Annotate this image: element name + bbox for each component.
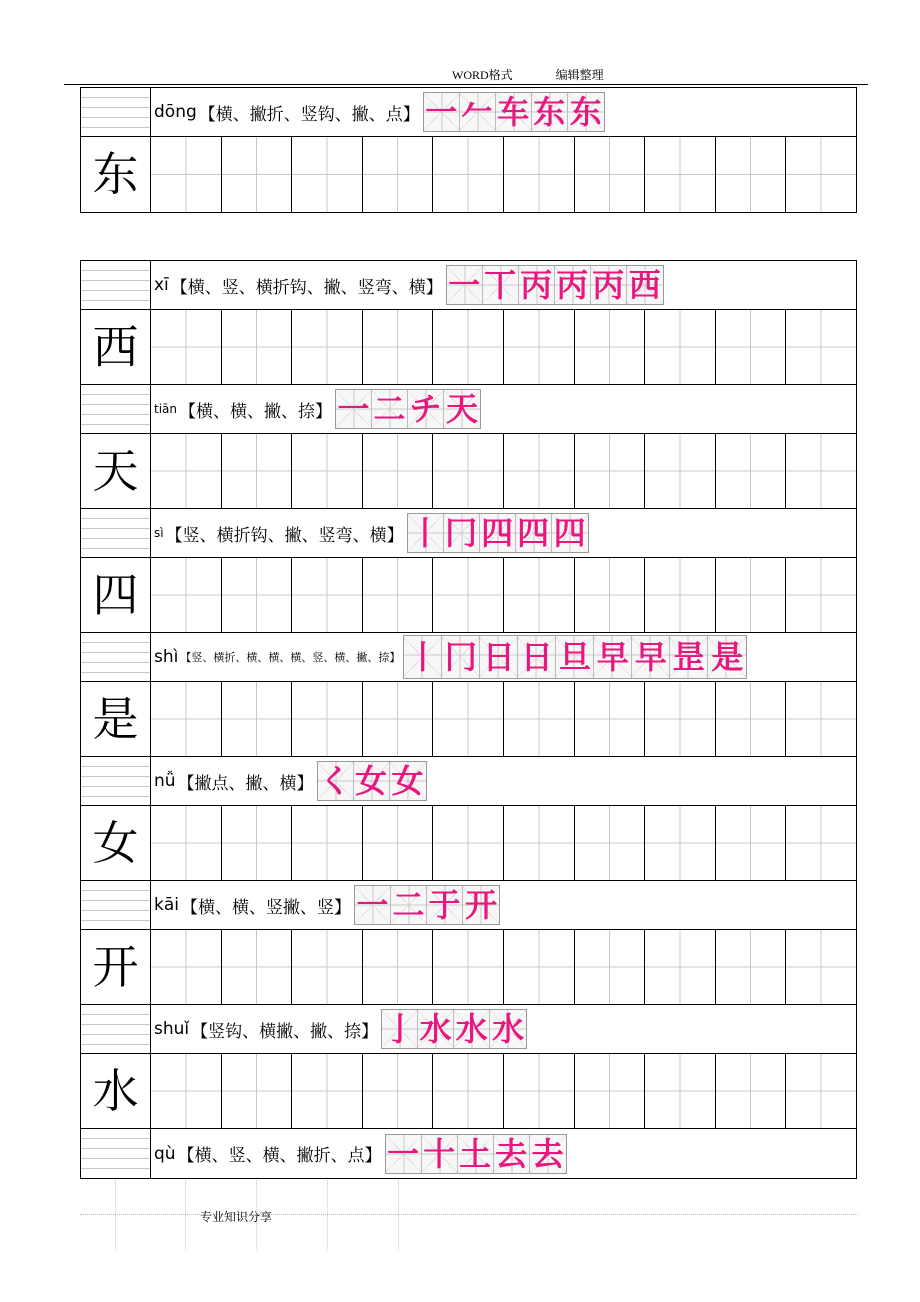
char-row	[81, 1054, 856, 1129]
practice-cell[interactable]	[222, 558, 293, 632]
practice-cell[interactable]	[716, 558, 787, 632]
footer-guide	[327, 1180, 328, 1250]
stroke-step: 一	[336, 390, 372, 428]
practice-cell[interactable]	[363, 682, 434, 756]
practice-cell[interactable]	[292, 310, 363, 384]
stroke-sequence	[354, 885, 500, 925]
practice-cell[interactable]	[433, 137, 504, 212]
practice-cell[interactable]	[575, 682, 646, 756]
stroke-step: 丨	[404, 636, 442, 678]
stroke-sequence	[381, 1009, 527, 1049]
stroke-sequence	[317, 761, 427, 801]
practice-cell[interactable]	[786, 558, 856, 632]
blank-cell	[81, 757, 151, 805]
pinyin-row	[81, 88, 856, 137]
char-row	[81, 558, 856, 633]
stroke-sequence	[407, 513, 589, 553]
practice-cell[interactable]	[645, 558, 716, 632]
header-rule	[64, 84, 868, 85]
practice-cell[interactable]	[786, 310, 856, 384]
char-row	[81, 682, 856, 757]
stroke-step: 于	[427, 886, 463, 924]
stroke-step: 丨	[408, 514, 444, 552]
practice-cell[interactable]	[786, 806, 856, 880]
pinyin: shì	[154, 647, 179, 667]
practice-cell[interactable]	[716, 682, 787, 756]
practice-cell[interactable]	[786, 434, 856, 508]
practice-cell[interactable]	[433, 806, 504, 880]
practice-cell[interactable]	[575, 558, 646, 632]
practice-cell[interactable]	[222, 137, 293, 212]
practice-cell[interactable]	[222, 682, 293, 756]
practice-cells	[151, 137, 856, 212]
practice-cell[interactable]	[363, 930, 434, 1004]
practice-cell[interactable]	[433, 558, 504, 632]
stroke-step: 丙	[591, 266, 627, 304]
practice-cell[interactable]	[292, 930, 363, 1004]
stroke-names: 【竖、横折钩、撇、竖弯、横】	[165, 525, 404, 546]
practice-cell[interactable]	[151, 137, 222, 212]
stroke-step: 早	[632, 636, 670, 678]
practice-cell[interactable]	[222, 806, 293, 880]
practice-cell[interactable]	[292, 1054, 363, 1128]
char-row	[81, 434, 856, 509]
blank-cell	[81, 1129, 151, 1178]
blank-cell	[81, 509, 151, 557]
blank-cell	[81, 633, 151, 681]
stroke-step: 去	[531, 1134, 564, 1173]
page-header	[452, 66, 644, 83]
footer-guide	[398, 1180, 399, 1250]
practice-cell[interactable]	[151, 434, 222, 508]
practice-cell[interactable]	[645, 310, 716, 384]
practice-cell[interactable]	[504, 930, 575, 1004]
practice-cell[interactable]	[645, 1054, 716, 1128]
practice-cell[interactable]	[575, 137, 646, 212]
stroke-step: 水	[454, 1010, 490, 1048]
blank-cell	[81, 1005, 151, 1053]
practice-cell[interactable]	[363, 558, 434, 632]
char-row	[81, 137, 856, 212]
practice-cell[interactable]	[575, 310, 646, 384]
practice-cell[interactable]	[575, 1054, 646, 1128]
practice-cells	[151, 682, 856, 756]
practice-cells	[151, 1054, 856, 1128]
stroke-step: 女	[354, 762, 390, 800]
stroke-names: 【竖钩、横撇、撇、捺】	[191, 1021, 379, 1042]
pinyin-row	[81, 509, 856, 558]
pinyin-row	[81, 1129, 856, 1178]
practice-cell[interactable]	[222, 434, 293, 508]
char-row	[81, 930, 856, 1005]
practice-cell[interactable]	[222, 1054, 293, 1128]
stroke-step: 丙	[555, 266, 591, 304]
model-character: 开	[81, 930, 151, 1004]
practice-cell[interactable]	[716, 1054, 787, 1128]
model-character: 水	[81, 1054, 151, 1128]
practice-cell[interactable]	[786, 930, 856, 1004]
stroke-step: 女	[391, 762, 424, 800]
practice-grid-1	[80, 87, 857, 213]
practice-cell[interactable]	[575, 930, 646, 1004]
practice-cells	[151, 806, 856, 880]
stroke-names: 【横、竖、横、撇折、点】	[177, 1146, 382, 1166]
model-character: 天	[81, 434, 151, 508]
stroke-step: 是	[708, 636, 746, 678]
stroke-step: 冂	[442, 636, 480, 678]
practice-cell[interactable]	[151, 1054, 222, 1128]
practice-cell[interactable]	[575, 806, 646, 880]
stroke-step: く	[318, 762, 354, 800]
stroke-step: 东	[569, 93, 602, 131]
stroke-step: 天	[445, 390, 478, 428]
practice-cell[interactable]	[151, 558, 222, 632]
practice-cell[interactable]	[292, 806, 363, 880]
stroke-step: 昰	[670, 636, 708, 678]
header-edit: 编辑整理	[555, 68, 604, 82]
practice-cell[interactable]	[504, 558, 575, 632]
header-format: WORD格式	[452, 68, 513, 82]
practice-cell[interactable]	[151, 930, 222, 1004]
pinyin: nǚ	[154, 771, 176, 791]
stroke-step: 亅	[382, 1010, 418, 1048]
model-character: 西	[81, 310, 151, 384]
practice-cell[interactable]	[786, 137, 856, 212]
pinyin-row	[81, 633, 856, 682]
blank-cell	[81, 385, 151, 433]
practice-cell[interactable]	[575, 434, 646, 508]
pinyin-row	[81, 1005, 856, 1054]
stroke-step: 西	[628, 266, 661, 304]
practice-cell[interactable]	[151, 682, 222, 756]
stroke-names: 【横、横、撇、捺】	[179, 401, 332, 422]
practice-cell[interactable]	[716, 806, 787, 880]
stroke-step: 丙	[519, 266, 555, 304]
practice-cell[interactable]	[645, 682, 716, 756]
stroke-step: 十	[422, 1135, 458, 1173]
stroke-step: 东	[532, 93, 568, 131]
practice-cell[interactable]	[151, 806, 222, 880]
practice-cell[interactable]	[716, 310, 787, 384]
char-row	[81, 310, 856, 385]
practice-cell[interactable]	[292, 558, 363, 632]
practice-cell[interactable]	[433, 930, 504, 1004]
pinyin-row	[81, 385, 856, 434]
stroke-names: 【竖、横折、横、横、横、竖、横、撇、捺】	[180, 651, 401, 664]
pinyin: sì	[154, 526, 164, 540]
pinyin: kāi	[154, 895, 179, 915]
practice-cell[interactable]	[363, 434, 434, 508]
practice-cell[interactable]	[645, 137, 716, 212]
practice-cell[interactable]	[504, 806, 575, 880]
stroke-step: 去	[494, 1135, 530, 1173]
stroke-step: 二	[372, 390, 408, 428]
stroke-step: 四	[516, 514, 552, 552]
practice-cell[interactable]	[716, 434, 787, 508]
pinyin: tiān	[154, 402, 177, 416]
stroke-names: 【横、竖、横折钩、撇、竖弯、横】	[170, 277, 443, 298]
footer-guide	[185, 1180, 186, 1250]
practice-cell[interactable]	[786, 682, 856, 756]
stroke-names: 【横、横、竖撇、竖】	[181, 897, 351, 918]
pinyin-row	[81, 261, 856, 310]
stroke-step: 一	[447, 266, 483, 304]
stroke-step: 水	[418, 1010, 454, 1048]
pinyin-row	[81, 757, 856, 806]
practice-cell[interactable]	[363, 137, 434, 212]
stroke-step: 四	[480, 514, 516, 552]
stroke-sequence	[446, 265, 664, 305]
blank-cell	[81, 261, 151, 309]
practice-cell[interactable]	[222, 310, 293, 384]
stroke-names: 【撇点、撇、横】	[177, 773, 314, 794]
blank-cell	[81, 88, 151, 136]
model-character: 东	[81, 137, 151, 212]
stroke-step: 一	[424, 93, 460, 131]
practice-cell[interactable]	[433, 434, 504, 508]
practice-cell[interactable]	[645, 434, 716, 508]
stroke-sequence	[423, 92, 605, 132]
practice-cells	[151, 558, 856, 632]
pinyin: xī	[154, 275, 169, 295]
practice-cells	[151, 310, 856, 384]
practice-cells	[151, 434, 856, 508]
stroke-step: 开	[464, 886, 497, 924]
pinyin: dōng	[154, 102, 197, 122]
pinyin: qù	[154, 1143, 176, 1164]
model-character: 女	[81, 806, 151, 880]
stroke-step: 四	[553, 514, 586, 552]
practice-cell[interactable]	[504, 1054, 575, 1128]
practice-cell[interactable]	[504, 434, 575, 508]
stroke-step: 车	[496, 93, 532, 131]
practice-cell[interactable]	[645, 930, 716, 1004]
model-character: 四	[81, 558, 151, 632]
footer-guide	[115, 1180, 116, 1250]
stroke-step: 冂	[444, 514, 480, 552]
char-row	[81, 806, 856, 881]
blank-cell	[81, 881, 151, 929]
practice-cell[interactable]	[786, 1054, 856, 1128]
practice-cell[interactable]	[433, 682, 504, 756]
stroke-step: 一	[355, 886, 391, 924]
practice-grid-2	[80, 260, 857, 1179]
practice-cell[interactable]	[363, 806, 434, 880]
practice-cell[interactable]	[504, 310, 575, 384]
practice-cell[interactable]	[504, 137, 575, 212]
stroke-step: 土	[458, 1135, 494, 1173]
practice-cell[interactable]	[504, 682, 575, 756]
stroke-step: 日	[518, 636, 556, 678]
stroke-names: 【横、撇折、竖钩、撇、点】	[198, 104, 420, 125]
stroke-step: 一	[386, 1135, 422, 1173]
practice-cell[interactable]	[363, 310, 434, 384]
footer-guide	[80, 1214, 858, 1215]
stroke-step: 二	[391, 886, 427, 924]
model-character: 是	[81, 682, 151, 756]
stroke-step: 𠂉	[460, 93, 496, 131]
practice-cells	[151, 930, 856, 1004]
practice-cell[interactable]	[433, 310, 504, 384]
stroke-sequence	[403, 635, 747, 679]
practice-cell[interactable]	[292, 137, 363, 212]
stroke-sequence	[335, 389, 481, 429]
practice-cell[interactable]	[645, 806, 716, 880]
practice-cell[interactable]	[292, 682, 363, 756]
stroke-step: 早	[594, 636, 632, 678]
page-footer: 专业知识分享	[200, 1210, 273, 1224]
practice-cell[interactable]	[716, 930, 787, 1004]
stroke-step: 水	[492, 1010, 525, 1048]
practice-cell[interactable]	[292, 434, 363, 508]
stroke-step: 日	[480, 636, 518, 678]
stroke-step: 丅	[483, 266, 519, 304]
practice-cell[interactable]	[363, 1054, 434, 1128]
stroke-step: チ	[408, 390, 444, 428]
practice-cell[interactable]	[716, 137, 787, 212]
practice-cell[interactable]	[151, 310, 222, 384]
stroke-step: 旦	[556, 636, 594, 678]
practice-cell[interactable]	[222, 930, 293, 1004]
practice-cell[interactable]	[433, 1054, 504, 1128]
pinyin: shuǐ	[154, 1019, 190, 1039]
stroke-sequence	[385, 1134, 567, 1174]
pinyin-row	[81, 881, 856, 930]
